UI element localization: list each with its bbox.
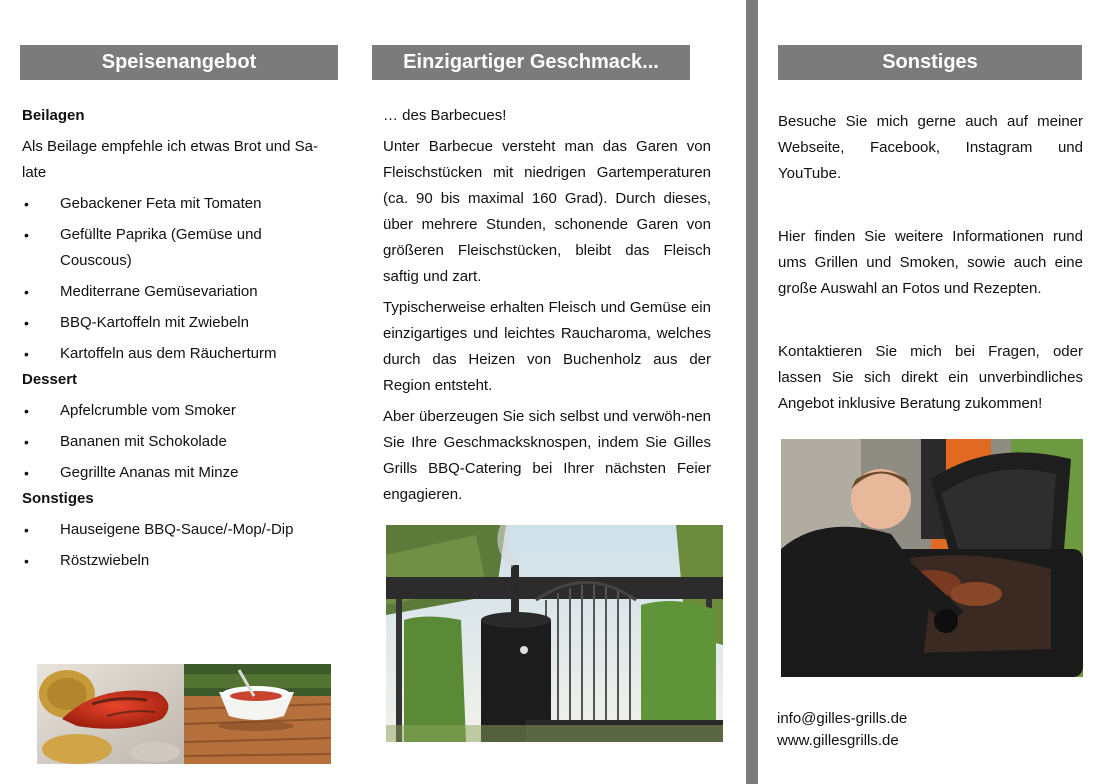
- dessert-list: [22, 398, 338, 486]
- paragraph: Aber überzeugen Sie sich selbst und verwöh-nen Sie Ihre Geschmacksknospen, indem Sie Gilles Grills BBQ-Catering bei Ihrer nächsten Feier engagieren.: [383, 408, 711, 503]
- smoker-garden-photo: [386, 525, 723, 742]
- list-item: • Gefüllte Paprika (Gemüse und Couscous): [22, 222, 338, 274]
- paragraph: Typischerweise erhalten Fleisch und Gemüse ein einzigartiges und leichtes Raucharoma, welches durch das Heizen von Buchenholz aus der Region entsteht.: [383, 299, 711, 394]
- list-item: • Gebackener Feta mit Tomaten: [22, 191, 338, 217]
- list-item: • Kartoffeln aus dem Räucherturm: [22, 341, 338, 367]
- sonstiges-list: [22, 517, 338, 574]
- list-item: • Mediterrane Gemüsevariation: [22, 279, 338, 305]
- beilagen-intro: Als Beilage empfehle ich etwas Brot und Sa-late: [22, 138, 318, 181]
- geschmack-header: Einzigartiger Geschmack...: [372, 45, 690, 80]
- beilagen-list: [22, 191, 338, 367]
- list-item: • Hauseigene BBQ-Sauce/-Mop/-Dip: [22, 517, 338, 543]
- paragraph: Hier finden Sie weitere Informationen rund ums Grillen und Smoken, sowie auch eine große Auswahl an Fotos und Rezepten.: [778, 228, 1083, 297]
- sonstiges-content: [778, 109, 1083, 422]
- paragraph: Kontaktieren Sie mich bei Fragen, oder lassen Sie sich direkt ein unverbindliches Angebot inklusive Beratung zukommen!: [778, 343, 1083, 412]
- list-item: • BBQ-Kartoffeln mit Zwiebeln: [22, 310, 338, 336]
- contact-block: [777, 708, 1077, 752]
- paragraph: Unter Barbecue versteht man das Garen von Fleischstücken mit niedrigen Gartemperaturen (ca. 90 bis maximal 160 Grad). Durch dieses, über mehrere Stunden, schonende Garen von größeren Fleischstücken, bleibt das Fleisch saftig und zart.: [383, 138, 711, 285]
- list-item: • Bananen mit Schokolade: [22, 429, 338, 455]
- dessert-title: Dessert: [22, 371, 78, 388]
- list-item: • Röstzwiebeln: [22, 548, 338, 574]
- bbq-sauce-photo: [184, 664, 331, 764]
- sonstiges-title: Sonstiges: [22, 490, 94, 507]
- list-item: • Apfelcrumble vom Smoker: [22, 398, 338, 424]
- paragraph: … des Barbecues!: [383, 107, 507, 124]
- speisenangebot-header: Speisenangebot: [20, 45, 338, 80]
- list-item: • Gegrillte Ananas mit Minze: [22, 460, 338, 486]
- sonstiges-header: Sonstiges: [778, 45, 1082, 80]
- grill-master-photo: [781, 439, 1083, 677]
- website-link[interactable]: www.gillesgrills.de: [777, 732, 899, 749]
- speisenangebot-content: [22, 103, 338, 579]
- paragraph: Besuche Sie mich gerne auch auf meiner Webseite, Facebook, Instagram und YouTube.: [778, 113, 1083, 182]
- email-link[interactable]: info@gilles-grills.de: [777, 710, 908, 727]
- geschmack-content: [383, 103, 711, 513]
- column-divider: [746, 0, 758, 784]
- beilagen-title: Beilagen: [22, 107, 85, 124]
- grilled-pepper-photo: [37, 664, 184, 764]
